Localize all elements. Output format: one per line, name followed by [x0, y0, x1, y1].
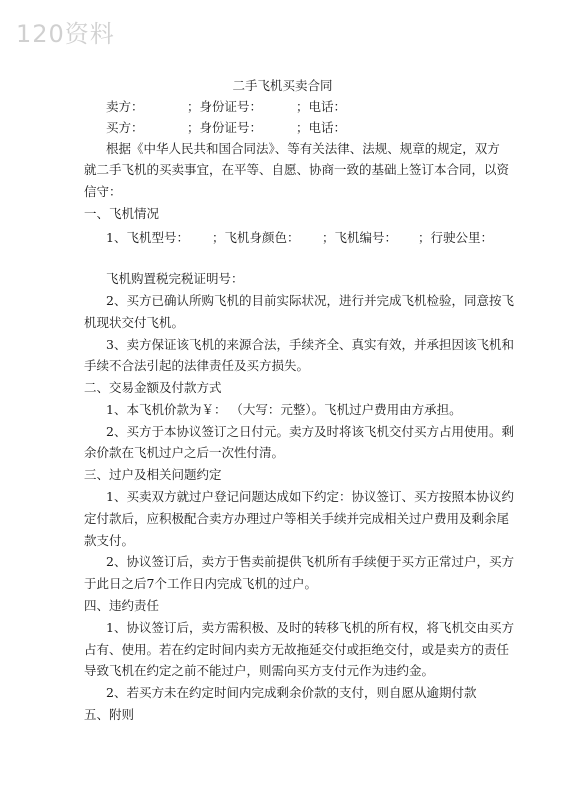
clause-text: 2、买方已确认所购飞机的目前实际状况，进行并完成飞机检验，同意按飞: [106, 293, 514, 308]
clause-text: 1、本飞机价款为￥： （大写：元整）。飞机过户费用由方承担。: [106, 402, 462, 417]
section-heading-transfer: 三、过户及相关问题约定: [84, 467, 222, 482]
section-heading-aircraft: 一、飞机情况: [84, 206, 160, 221]
section-heading-breach: 四、违约责任: [84, 598, 160, 613]
clause-text: 1、协议签订后，卖方需积极、及时的转移飞机的所有权，将飞机交由买方: [106, 620, 514, 635]
aircraft-number-label: ；飞机编号：: [322, 230, 398, 245]
preamble-line: 就二手飞机的买卖事宜，在平等、自愿、协商一致的基础上签订本合同，以资: [84, 162, 510, 177]
clause-text: 2、若买方未在约定时间内完成剩余价款的支付，则自愿从逾期付款: [106, 685, 477, 700]
clause-text: 于此日之后7个工作日内完成飞机的过户。: [84, 576, 317, 591]
tax-certificate-label: 飞机购置税完税证明号：: [106, 271, 244, 286]
preamble-line: 信守：: [84, 184, 122, 199]
aircraft-mileage-label: ；行驶公里：: [418, 230, 494, 245]
seller-id-label: ；身份证号：: [187, 99, 263, 114]
seller-label: 卖方：: [106, 99, 144, 114]
buyer-phone-label: ；电话：: [296, 120, 347, 135]
clause-text: 2、买方于本协议签订之日付元。卖方及时将该飞机交付买方占用使用。剩: [106, 424, 514, 439]
clause-text: 占有、使用。若在约定时间内卖方无故拖延交付或拒绝交付，或是卖方的责任: [84, 642, 510, 657]
aircraft-color-label: ；飞机身颜色：: [212, 230, 300, 245]
clause-text: 2、协议签订后，卖方于售卖前提供飞机所有手续便于买方正常过户，买方: [106, 554, 514, 569]
buyer-id-label: ；身份证号：: [187, 120, 263, 135]
seller-phone-label: ；电话：: [296, 99, 347, 114]
section-heading-payment: 二、交易金额及付款方式: [84, 380, 222, 395]
preamble-line: 根据《中华人民共和国合同法》、等有关法律、法规、规章的规定，双方: [106, 141, 500, 156]
clause-text: 导致飞机在约定之前不能过户，则需向买方支付元作为违约金。: [84, 663, 435, 678]
clause-text: 机现状交付飞机。: [84, 315, 185, 330]
document-title: 二手飞机买卖合同: [232, 78, 333, 93]
buyer-label: 买方：: [106, 120, 144, 135]
clause-text: 手续不合法引起的法律责任及买方损失。: [84, 358, 310, 373]
clause-text: 1、买卖双方就过户登记问题达成如下约定：协议签订、买方按照本协议约: [106, 489, 514, 504]
clause-text: 定付款后，应积极配合卖方办理过户等相关手续并完成相关过户费用及剩余尾: [84, 511, 510, 526]
watermark-logo: 120资料: [16, 20, 115, 48]
clause-text: 余价款在飞机过户之后一次性付清。: [84, 445, 285, 460]
clause-text: 款支付。: [84, 533, 135, 548]
clause-text: 3、卖方保证该飞机的来源合法，手续齐全、真实有效，并承担因该飞机和: [106, 337, 514, 352]
section-heading-appendix: 五、附则: [84, 707, 135, 722]
aircraft-model-label: 1、飞机型号：: [106, 230, 189, 245]
